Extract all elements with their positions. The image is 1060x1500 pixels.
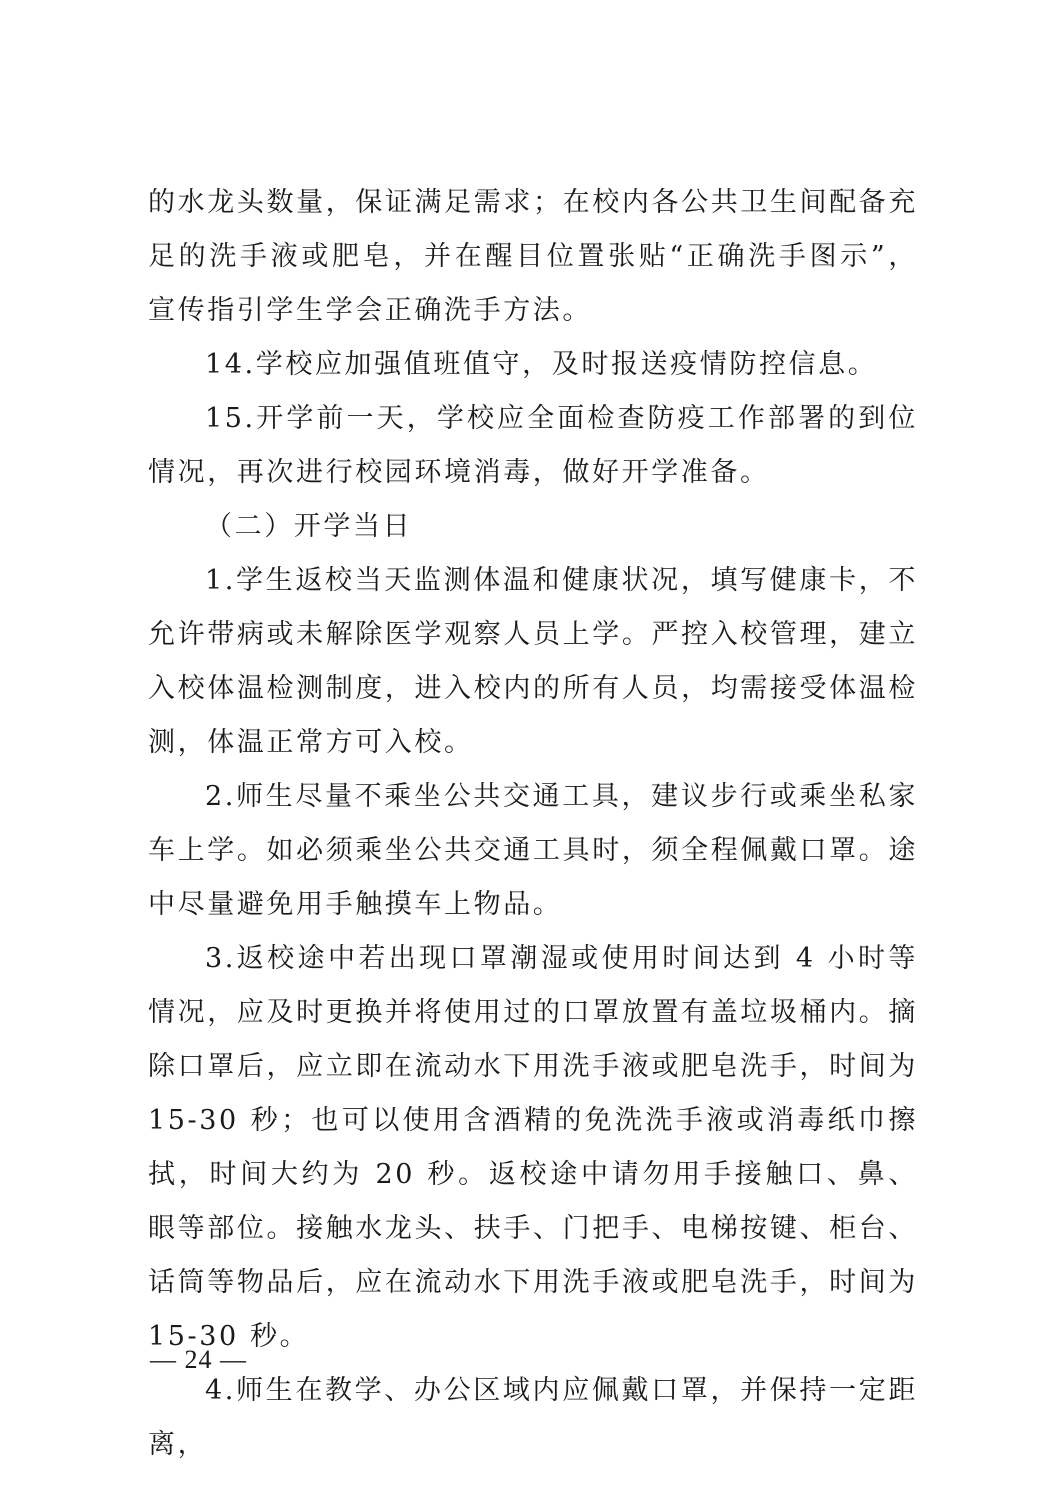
- document-body: [148, 176, 918, 1472]
- paragraph-item-14: 14.学校应加强值班值守，及时报送疫情防控信息。: [205, 349, 878, 380]
- paragraph-item-1: 1.学生返校当天监测体温和健康状况，填写健康卡，不允许带病或未解除医学观察人员上学。严控入校管理，建立入校体温检测制度，进入校内的所有人员，均需接受体温检测，体温正常方可入校。: [148, 565, 918, 758]
- paragraph-item-4: 4.师生在教学、办公区域内应佩戴口罩，并保持一定距离，: [148, 1375, 918, 1460]
- paragraph-item-2: 2.师生尽量不乘坐公共交通工具，建议步行或乘坐私家车上学。如必须乘坐公共交通工具时，须全程佩戴口罩。途中尽量避免用手触摸车上物品。: [148, 781, 918, 920]
- page-number: — 24 —: [150, 1345, 247, 1374]
- paragraph-continuation: 的水龙头数量，保证满足需求；在校内各公共卫生间配备充足的洗手液或肥皂，并在醒目位置张贴“正确洗手图示”，宣传指引学生学会正确洗手方法。: [148, 187, 918, 326]
- paragraph-item-15: 15.开学前一天，学校应全面检查防疫工作部署的到位情况，再次进行校园环境消毒，做好开学准备。: [148, 403, 918, 488]
- paragraph-item-3: 3.返校途中若出现口罩潮湿或使用时间达到 4 小时等情况，应及时更换并将使用过的口罩放置有盖垃圾桶内。摘除口罩后，应立即在流动水下用洗手液或肥皂洗手，时间为 15-30 秒；也可以使用含酒精的免洗洗手液或消毒纸巾擦拭，时间大约为 20 秒。返校途中请勿用手接触口、鼻、眼等部位。接触水龙头、扶手、门把手、电梯按键、柜台、话筒等物品后，应在流动水下用洗手液或肥皂洗手，时间为 15-30 秒。: [148, 943, 918, 1352]
- section-heading: （二）开学当日: [205, 511, 413, 542]
